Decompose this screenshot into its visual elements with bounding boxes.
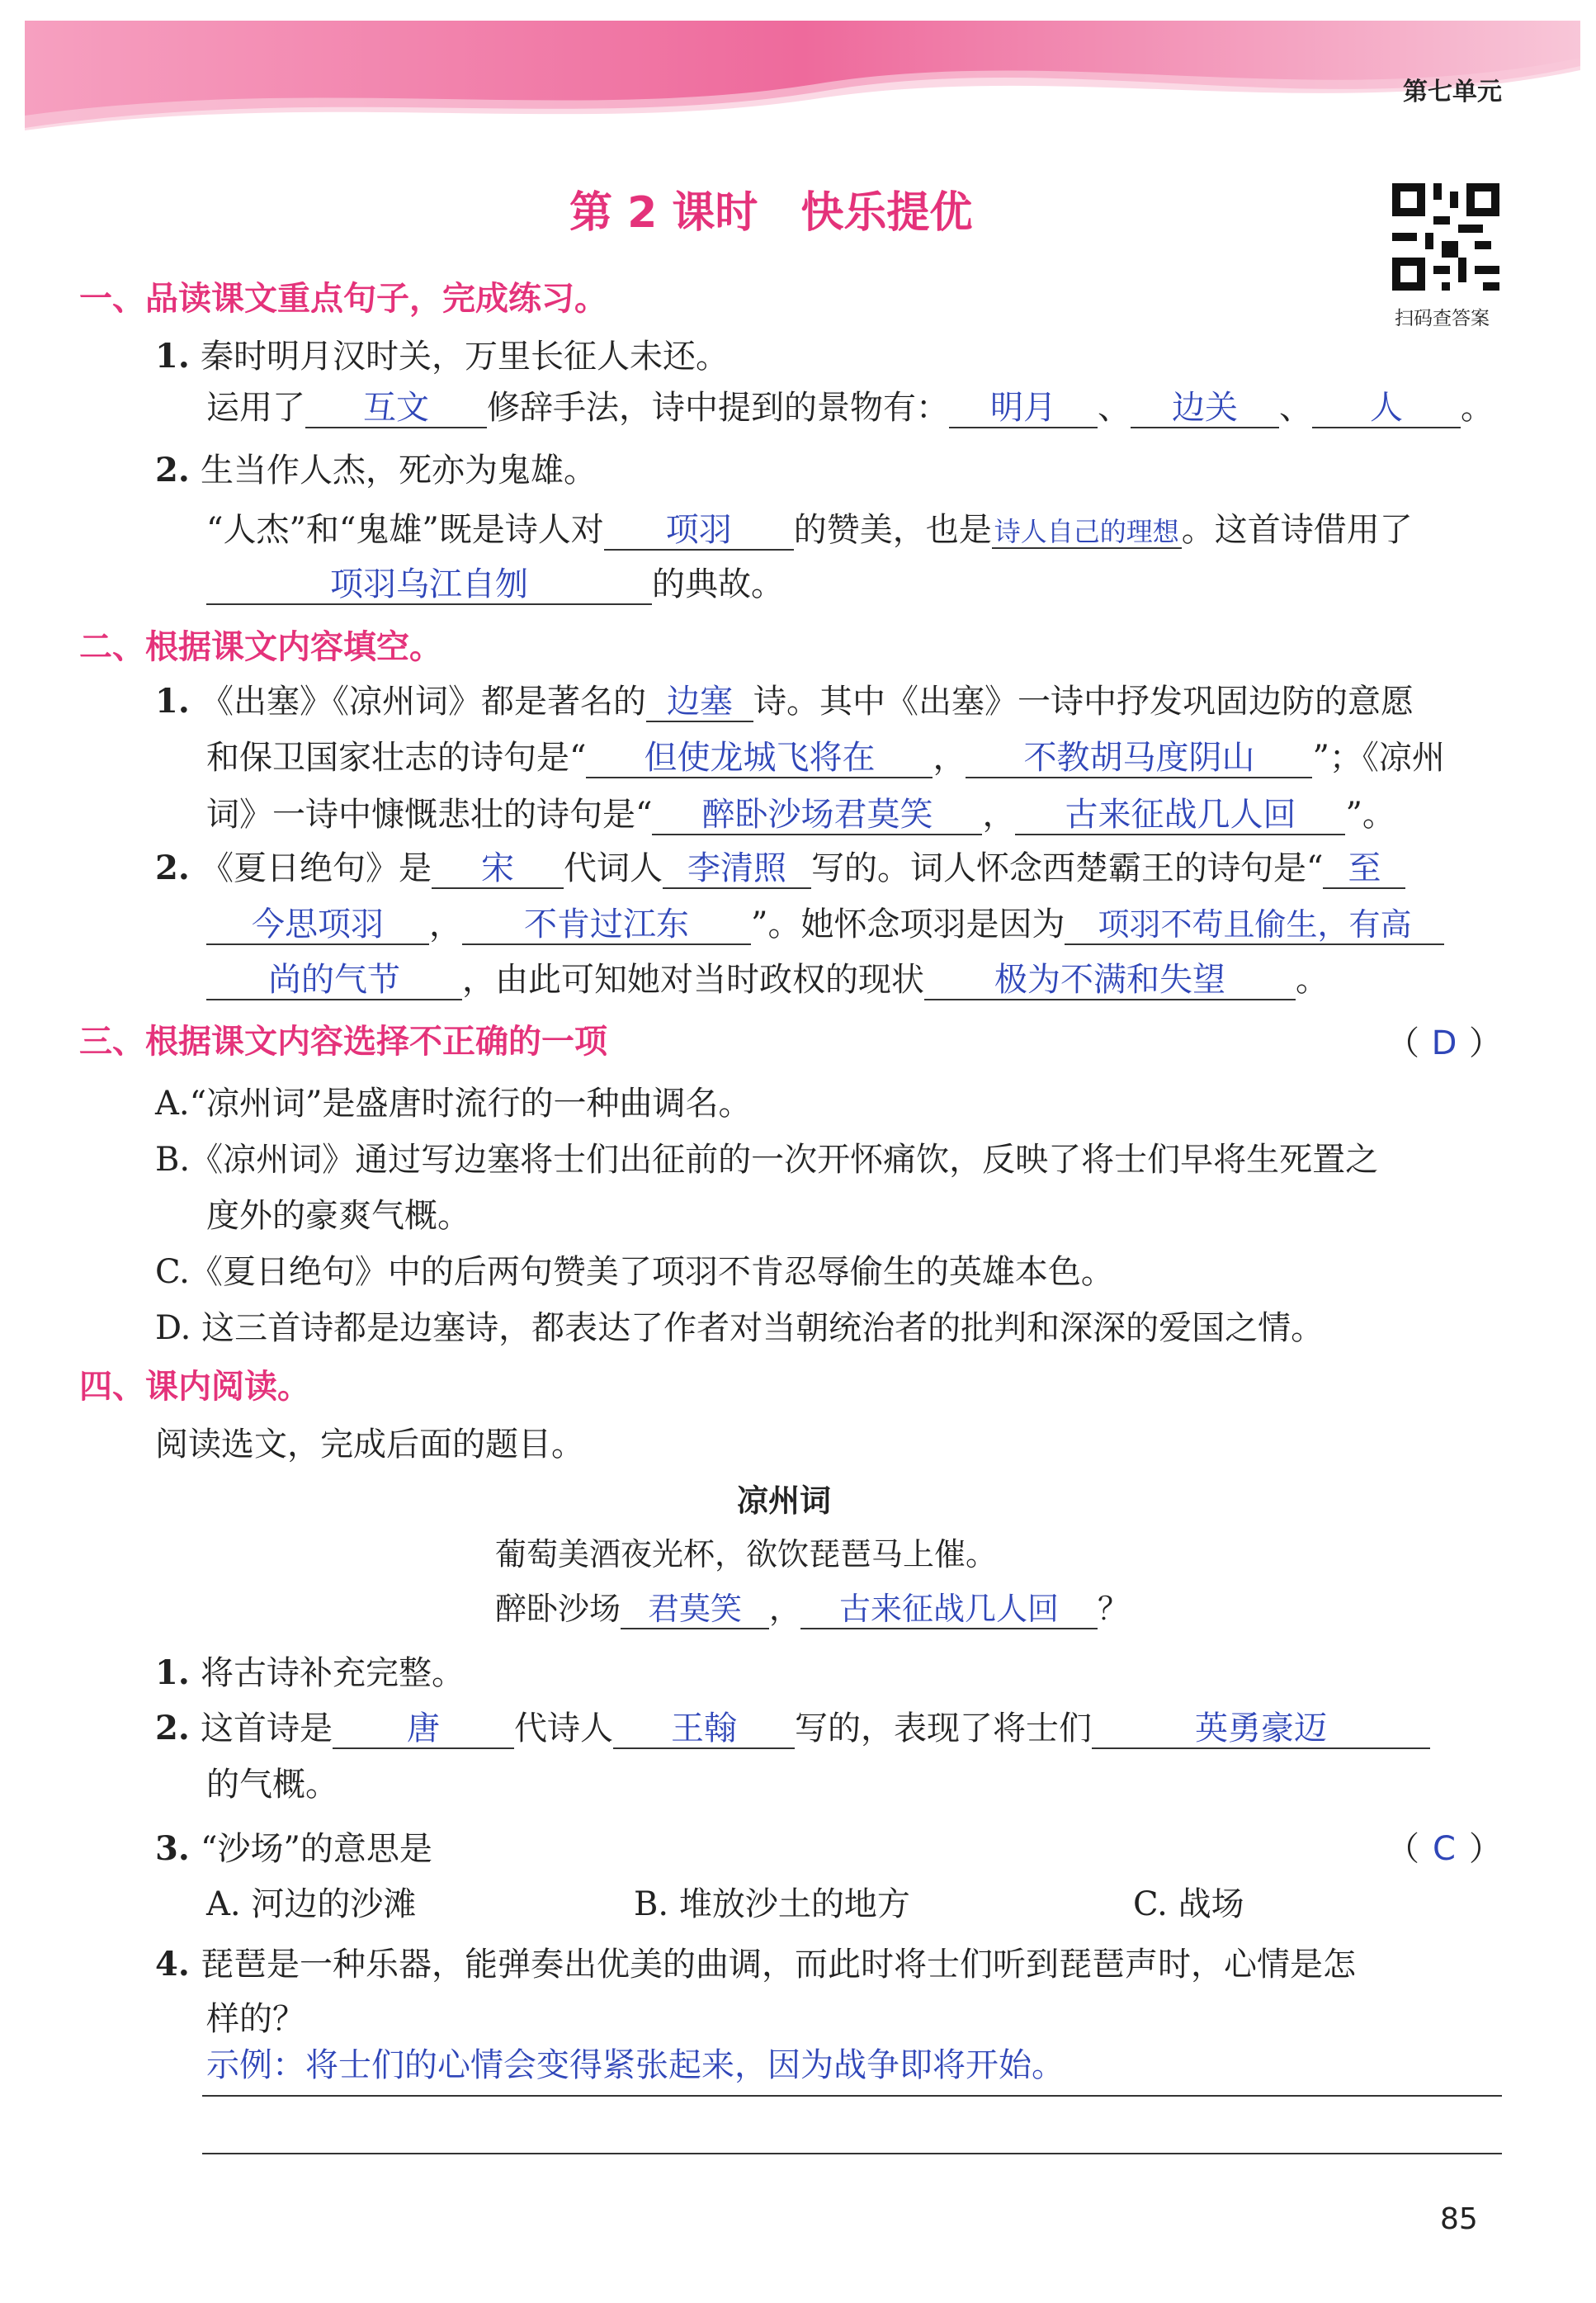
answer-xiang-2: 不肯过江东: [462, 906, 751, 945]
s2-q2-l1: 2. 《夏日绝句》是 宋 代词人 李清照 写的。词人怀念西楚霸王的诗句是“ 至: [155, 842, 1405, 889]
s4-q3-answer-paren: （ C ）: [1386, 1830, 1502, 1868]
s2-q2-l3: 尚的气节 ，由此可知她对当时政权的现状 极为不满和失望 。: [206, 953, 1329, 1000]
section-2-heading: 二、根据课文内容填空。: [79, 628, 442, 666]
answer-scene-1: 明月: [949, 389, 1098, 428]
s4-q4-l2: 样的？: [206, 2000, 305, 2038]
s4-q2-l2: 的气概。: [206, 1766, 338, 1804]
page-title: 第 2 课时 快乐提优: [569, 188, 973, 238]
poem-title: 凉州词: [737, 1483, 832, 1519]
s4-q4-answer: 示例：将士们的心情会变得紧张起来，因为战争即将开始。: [206, 2046, 1065, 2084]
poem-line-1: 葡萄美酒夜光杯，欲饮琵琶马上催。: [495, 1536, 998, 1572]
section-1-heading: 一、品读课文重点句子，完成练习。: [79, 280, 607, 318]
s4-q4: 4. 琵琶是一种乐器，能弹奏出优美的曲调，而此时将士们听到琵琶声时，心情是怎: [155, 1945, 1356, 1984]
s4-q3: 3. “沙场”的意思是: [155, 1829, 432, 1868]
s4-q3-answer: C: [1433, 1830, 1456, 1868]
s4-q3-option-c: C. 战场: [1133, 1885, 1244, 1923]
answer-person: 项羽: [604, 511, 794, 551]
answer-poem-type: 边塞: [646, 683, 753, 722]
qr-caption: 扫码查答案: [1395, 308, 1490, 329]
s4-q3-option-b: B. 堆放沙土的地方: [634, 1885, 910, 1923]
answer-spirit: 英勇豪迈: [1092, 1710, 1430, 1749]
answer-poem-1: 君莫笑: [621, 1591, 769, 1629]
answer-line-1: [202, 2095, 1502, 2097]
s1-q1-fill: 运用了 互文 修辞手法，诗中提到的景物有： 明月 、 边关 、 人 。: [206, 389, 1494, 427]
answer-attitude: 极为不满和失望: [924, 961, 1296, 1000]
answer-ideal: 诗人自己的理想: [992, 517, 1182, 549]
answer-scene-3: 人: [1312, 389, 1461, 428]
answer-rhetoric: 互文: [305, 389, 487, 428]
answer-poem-2: 古来征战几人回: [800, 1591, 1098, 1629]
answer-poet: 王翰: [613, 1710, 795, 1749]
s2-q2-l2: 今思项羽 ， 不肯过江东 ”。她怀念项羽是因为 项羽不苟且偷生，有高: [206, 898, 1444, 945]
s3-answer-paren: （ D ）: [1386, 1024, 1502, 1062]
s1-q1: 1. 秦时明月汉时关，万里长征人未还。: [155, 337, 729, 376]
qr-code[interactable]: [1392, 183, 1499, 291]
s2-q1-l1: 1. 《出塞》《凉州词》都是著名的 边塞 诗。其中《出塞》一诗中抒发巩固边防的意愿: [155, 682, 1414, 721]
answer-reason-2: 尚的气节: [206, 961, 462, 1000]
s4-q3-option-a: A. 河边的沙滩: [206, 1885, 417, 1923]
answer-zhi: 至: [1323, 849, 1405, 889]
s3-option-b-1: B.《凉州词》通过写边塞将士们出征前的一次开怀痛饮，反映了将士们早将生死置之: [155, 1141, 1379, 1179]
answer-liangzhou-2: 古来征战几人回: [1015, 796, 1345, 835]
s4-q1: 1. 将古诗补充完整。: [155, 1653, 465, 1692]
s3-option-a: A.“凉州词”是盛唐时流行的一种曲调名。: [155, 1085, 752, 1123]
answer-story: 项羽乌江自刎: [206, 565, 652, 605]
s3-answer: D: [1431, 1024, 1457, 1062]
s1-q2-fill: “人杰”和“鬼雄”既是诗人对 项羽 的赞美，也是诗人自己的理想。这首诗借用了: [206, 511, 1413, 549]
answer-author: 李清照: [663, 849, 811, 889]
answer-dynasty: 宋: [432, 849, 564, 889]
s3-option-b-2: 度外的豪爽气概。: [206, 1197, 470, 1235]
header-banner: [0, 0, 1596, 165]
unit-label: 第七单元: [1403, 78, 1502, 106]
s3-option-d: D. 这三首诗都是边塞诗，都表达了作者对当朝统治者的批判和深深的爱国之情。: [155, 1309, 1324, 1347]
section-3-heading: 三、根据课文内容选择不正确的一项: [79, 1023, 607, 1061]
page-number: 85: [1440, 2202, 1478, 2236]
s1-q2: 2. 生当作人杰，死亦为鬼雄。: [155, 451, 597, 489]
s1-q2-fill-2: 项羽乌江自刎 的典故。: [206, 558, 784, 605]
answer-chusai-2: 不教胡马度阴山: [966, 739, 1312, 778]
s2-q1-l2: 和保卫国家壮志的诗句是“ 但使龙城飞将在 ， 不教胡马度阴山 ”；《凉州: [206, 739, 1445, 777]
s4-intro: 阅读选文，完成后面的题目。: [155, 1426, 584, 1464]
section-4-heading: 四、课内阅读。: [79, 1368, 310, 1406]
poem-line-2: 醉卧沙场 君莫笑 ， 古来征战几人回 ？: [495, 1583, 1129, 1629]
s2-q1-l3: 词》一诗中慷慨悲壮的诗句是“ 醉卧沙场君莫笑 ， 古来征战几人回 ”。: [206, 796, 1395, 834]
answer-line-2: [202, 2153, 1502, 2154]
answer-xiang-1: 今思项羽: [206, 906, 429, 945]
s3-option-c: C.《夏日绝句》中的后两句赞美了项羽不肯忍辱偷生的英雄本色。: [155, 1253, 1114, 1291]
s4-q2: 2. 这首诗是 唐 代诗人 王翰 写的，表现了将士们 英勇豪迈: [155, 1702, 1430, 1749]
answer-dynasty-2: 唐: [333, 1710, 514, 1749]
answer-reason-1: 项羽不苟且偷生，有高: [1065, 907, 1444, 945]
answer-scene-2: 边关: [1131, 389, 1279, 428]
answer-chusai-1: 但使龙城飞将在: [586, 739, 933, 778]
answer-liangzhou-1: 醉卧沙场君莫笑: [652, 796, 982, 835]
